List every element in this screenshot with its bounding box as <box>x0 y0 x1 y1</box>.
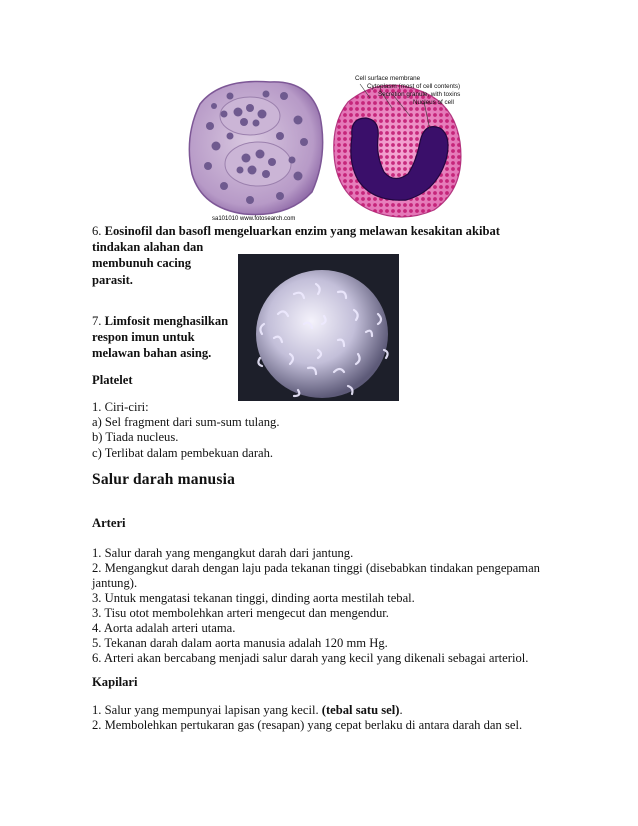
arteri-line-1: 1. Salur darah yang mengangkut darah dari jantung. <box>92 546 354 560</box>
item7-line2: respon imun untuk <box>92 330 195 344</box>
arteri-line-3: jantung). <box>92 576 138 590</box>
arteri-line-5: 3. Tisu otot membolehkan arteri mengecut dan mengendur. <box>92 606 389 620</box>
lymphocyte-micrograph <box>238 254 399 401</box>
kapilari-line-1-text: 1. Salur yang mempunyai lapisan yang kecil. <box>92 703 322 717</box>
platelet-line-2: a) Sel fragment dari sum-sum tulang. <box>92 415 280 429</box>
arteri-line-2: 2. Mengangkut darah dengan laju pada tekanan tinggi (disebabkan tindakan pengepaman <box>92 561 540 575</box>
arteri-line-6: 4. Aorta adalah arteri utama. <box>92 621 236 635</box>
label-nucleus: Nucleus of cell <box>413 99 454 106</box>
item7-line3: melawan bahan asing. <box>92 346 212 360</box>
section-title: Salur darah manusia <box>92 471 236 488</box>
arteri-line-7: 5. Tekanan darah dalam aorta manusia adalah 120 mm Hg. <box>92 636 388 650</box>
platelet-line-4: c) Terlibat dalam pembekuan darah. <box>92 446 274 460</box>
item6-number: 6. <box>92 224 102 238</box>
item7-number: 7. <box>92 314 102 328</box>
arteri-heading: Arteri <box>92 516 126 530</box>
watermark-text: sa101010 www.fotosearch.com <box>212 216 296 222</box>
platelet-line-1: 1. Ciri-ciri: <box>92 400 149 414</box>
label-cytoplasm: Cytoplasm (most of cell contents) <box>367 83 461 90</box>
label-secretion-granule: Secretion granule, with toxins <box>378 91 461 98</box>
arteri-line-4: 3. Untuk mengatasi tekanan tinggi, dinding aorta mestilah tebal. <box>92 591 415 605</box>
kapilari-line-1-bold: (tebal satu sel) <box>321 703 400 717</box>
item6-line3: membunuh cacing <box>92 256 192 270</box>
kapilari-line-2: 2. Membolehkan pertukaran gas (resapan) yang cepat berlaku di antara darah dan sel. <box>92 718 523 732</box>
platelet-heading: Platelet <box>92 373 133 387</box>
item6-text: Eosinofil dan basofl mengeluarkan enzim yang melawan kesakitan akibat <box>104 224 500 238</box>
platelet-line-3: b) Tiada nucleus. <box>92 430 179 444</box>
arteri-line-8: 6. Arteri akan bercabang menjadi salur darah yang kecil yang dikenali sebagai arteriol. <box>92 651 529 665</box>
item6-line2: tindakan alahan dan <box>92 240 204 254</box>
item6-line4: parasit. <box>92 273 133 287</box>
item7-text: Limfosit menghasilkan <box>104 314 229 328</box>
kapilari-heading: Kapilari <box>92 675 138 689</box>
kapilari-line-1-end: . <box>399 703 403 717</box>
item6-line1 <box>92 224 500 240</box>
label-cell-membrane: Cell surface membrane <box>355 75 421 82</box>
item7-line1 <box>92 314 228 330</box>
lymphocyte-image <box>238 254 399 401</box>
kapilari-line-1 <box>92 703 403 719</box>
